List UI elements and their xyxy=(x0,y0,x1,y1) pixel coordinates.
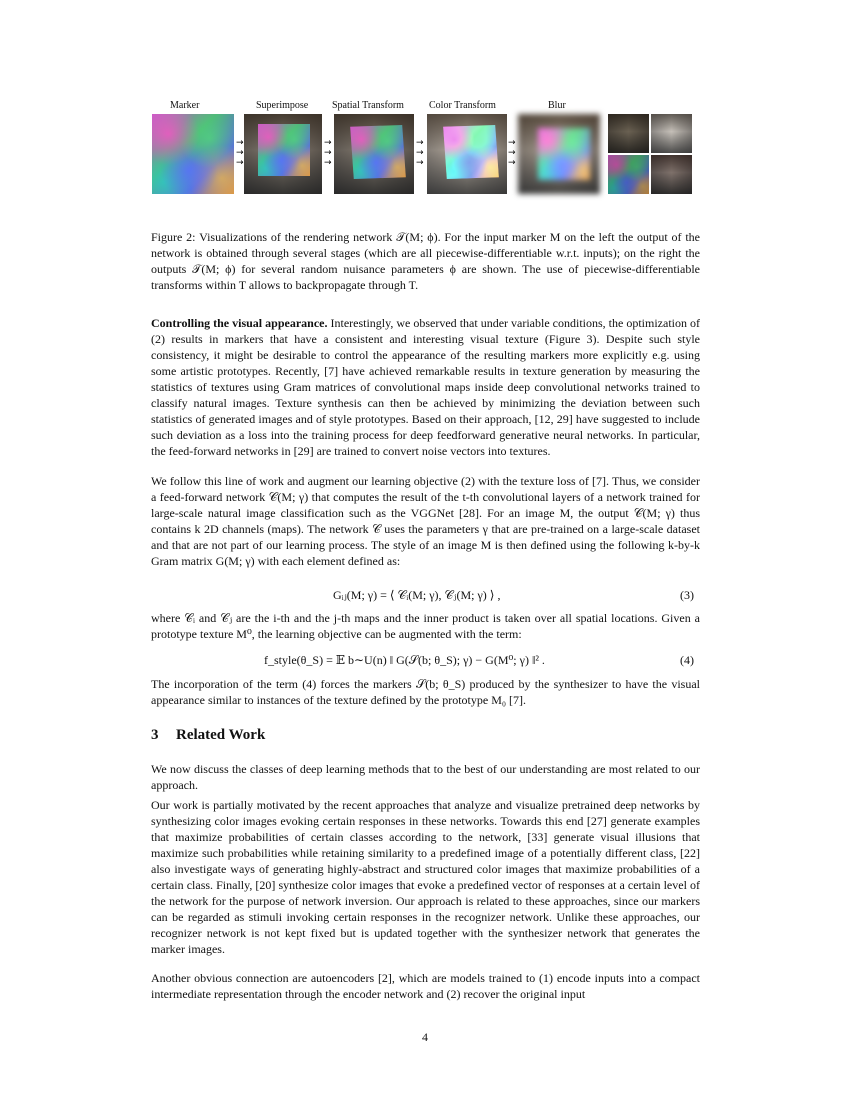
arrow-icon: → xyxy=(416,148,424,158)
arrow-icon: → xyxy=(508,138,516,148)
superimpose-image xyxy=(244,114,322,194)
label-color-transform: Color Transform xyxy=(429,100,496,111)
equation-3-number: (3) xyxy=(680,588,694,602)
spatial-transform-image xyxy=(334,114,414,194)
paragraph-visual-appearance xyxy=(151,315,700,459)
superimposed-marker xyxy=(258,124,310,176)
arrow-icon: → xyxy=(236,148,244,158)
color-transformed-marker xyxy=(443,125,499,179)
figure-2 xyxy=(152,100,697,200)
arrow-icon: → xyxy=(236,138,244,148)
label-blur: Blur xyxy=(548,100,566,111)
paragraph-related-visualization: Our work is partially motivated by the recent approaches that analyze and visualize pretrained deep networks by synthesizing color images evoking certain responses in these networks. Towards this end [27] generate examples that maximize probabilities of certain classes according to the network, [33] generate visual illusions that maximize such probabilities while retaining similarity to a predefined image of a potentially different class, [22] also investigate ways of generating highly-abstract and structured color images that maximize probabilities of a certain class. Finally, [20] synthesize color images that evoke a predefined vector of responses at a certain level of the network for the purpose of network inversion. Our approach is related to these approaches, since our markers can be regarded as stimuli invoking certain responses in the recognizer network. Unlike these approaches, our recognizer network is not kept fixed but is updated together with the synthesizer network that generates the marker images. xyxy=(151,798,700,956)
section-number: 3 xyxy=(151,727,159,743)
paragraph-related-intro: We now discuss the classes of deep learning methods that to the best of our understanding are most related to our approach. xyxy=(151,762,700,792)
equation-4-number: (4) xyxy=(680,653,694,667)
equation-3: Gᵢⱼ(M; γ) = ⟨ 𝒞ᵢ(M; γ), 𝒞ⱼ(M; γ) ⟩ , xyxy=(333,588,501,602)
equation-4: f_style(θ_S) = 𝔼 b∼U(n) ‖ G(𝒮(b; θ_S); γ) − G(M⁰; γ) ‖² . xyxy=(264,653,545,667)
arrow-icon: → xyxy=(324,138,332,148)
random-output-1 xyxy=(608,114,649,153)
arrow-icon: → xyxy=(508,148,516,158)
marker-image xyxy=(152,114,234,194)
label-superimpose: Superimpose xyxy=(256,100,309,111)
section-title: Related Work xyxy=(176,727,266,743)
random-output-4 xyxy=(651,155,692,194)
label-spatial-transform: Spatial Transform xyxy=(332,100,404,111)
color-transform-image xyxy=(427,114,507,194)
paragraph-text: Interestingly, we observed that under variable conditions, the optimization of (2) results in markers that have a consistent and interesting visual texture (Figure 3). Despite such style consistency, it might be desirable to control the appearance of the resulting markers more explicitly e.g. using some artistic prototypes. Recently, [7] have achieved remarkable results in texture generation by measuring the statistics of textures using Gram matrices of convolutional maps inside deep convolutional networks trained to classify natural images. Texture synthesis can then be achieved by minimizing the deviation between such statistics of generated images and of style prototypes. Based on their approach, [12, 29] have suggested to include such deviation as a loss into the training process for deep feedforward generative neural networks. In particular, the feed-forward networks in [29] are trained to convert noise vectors into textures. xyxy=(151,316,700,458)
transformed-marker xyxy=(350,125,406,179)
arrow-icon: → xyxy=(416,138,424,148)
paragraph-style-term: The incorporation of the term (4) forces the markers 𝒮(b; θ_S) produced by the synthesizer to have the visual appearance similar to instances of the texture defined by the prototype M₀ [7]. xyxy=(151,677,700,707)
arrow-icon: → xyxy=(508,158,516,168)
arrow-icon: → xyxy=(416,158,424,168)
random-output-3 xyxy=(608,155,649,194)
paragraph-lead: Controlling the visual appearance. xyxy=(151,316,328,330)
paragraph-texture-loss: We follow this line of work and augment our learning objective (2) with the texture loss of [7]. Thus, we consider a feed-forward network 𝒞(M; γ) that computes the result of the t-th convolutional layers of a network trained for large-scale natural image classification such as the VGGNet [28]. For an image M, the output 𝒞(M; γ) thus contains k 2D channels (maps). The network 𝒞 uses the parameters γ that are pre-trained on a large-scale dataset and that are not part of our learning process. The style of an image M is then defined using the following k-by-k Gram matrix G(M; γ) with each element defined as: xyxy=(151,474,700,568)
arrow-icon: → xyxy=(324,148,332,158)
blur-image xyxy=(518,114,600,194)
paragraph-gram-definition: where 𝒞ᵢ and 𝒞ⱼ are the i-th and the j-th maps and the inner product is taken over all spatial locations. Given a prototype texture M⁰, the learning objective can be augmented with the term: xyxy=(151,611,700,641)
figure-caption: Figure 2: Visualizations of the rendering network 𝒯(M; ϕ). For the input marker M on the left the output of the network is obtained through several stages (which are all piecewise-differentiable w.r.t. inputs); on the right the outputs 𝒯(M; ϕ) for several random nuisance parameters ϕ are shown. The use of piecewise-differentiable transforms within T allows to backpropagate through T. xyxy=(151,230,700,292)
blurred-marker xyxy=(538,128,590,180)
paragraph-autoencoders: Another obvious connection are autoencoders [2], which are models trained to (1) encode inputs into a compact intermediate representation through the encoder network and (2) recover the original input xyxy=(151,971,700,1001)
arrow-icon: → xyxy=(324,158,332,168)
page-number: 4 xyxy=(422,1030,428,1044)
arrow-icon: → xyxy=(236,158,244,168)
section-heading xyxy=(151,727,265,744)
random-output-2 xyxy=(651,114,692,153)
label-marker: Marker xyxy=(170,100,200,111)
